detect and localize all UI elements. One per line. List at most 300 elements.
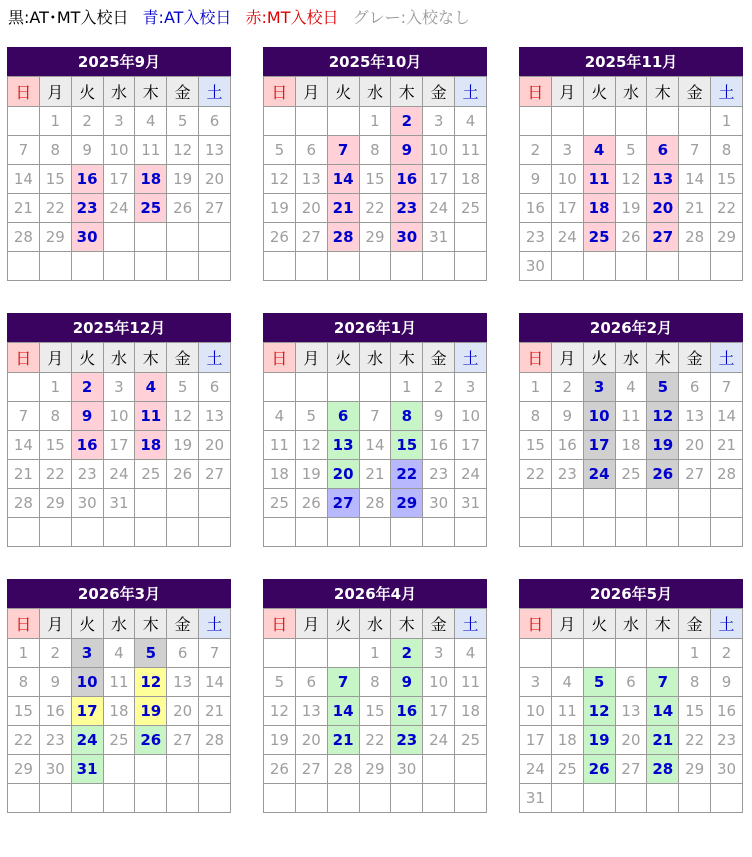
- weekday-header: 金: [167, 77, 199, 107]
- calendar-month: [263, 47, 487, 281]
- empty-cell: [8, 518, 40, 547]
- weekday-header: 水: [359, 343, 391, 373]
- day-cell: 14: [359, 431, 391, 460]
- day-cell: 24: [103, 460, 135, 489]
- empty-cell: [199, 518, 231, 547]
- day-cell: 4: [264, 402, 296, 431]
- day-cell: 13: [199, 402, 231, 431]
- day-cell: 21: [8, 194, 40, 223]
- weekday-header: 水: [103, 609, 135, 639]
- empty-cell: [615, 489, 647, 518]
- week-row: [8, 252, 231, 281]
- day-cell: 23: [551, 460, 583, 489]
- day-cell: 27: [295, 755, 327, 784]
- week-row: [8, 223, 231, 252]
- day-cell: 9: [551, 402, 583, 431]
- month-title: 2026年5月: [519, 579, 743, 608]
- enrollment-day: 7: [327, 136, 359, 165]
- day-cell: 15: [520, 431, 552, 460]
- empty-cell: [615, 252, 647, 281]
- weekday-header: 月: [39, 609, 71, 639]
- empty-cell: [103, 252, 135, 281]
- empty-cell: [295, 639, 327, 668]
- enrollment-day: 12: [647, 402, 679, 431]
- enrollment-day: 28: [327, 223, 359, 252]
- day-cell: 22: [711, 194, 743, 223]
- day-cell: 4: [551, 668, 583, 697]
- day-cell: 24: [423, 726, 455, 755]
- weekday-header: 火: [583, 343, 615, 373]
- week-row: [520, 107, 743, 136]
- calendar-grid: [519, 608, 743, 813]
- enrollment-day: 11: [583, 165, 615, 194]
- day-cell: 2: [39, 639, 71, 668]
- week-row: [8, 726, 231, 755]
- enrollment-day: 24: [71, 726, 103, 755]
- legend-gray: グレー:入校なし: [352, 8, 470, 27]
- weekday-header: 木: [391, 609, 423, 639]
- day-cell: 8: [359, 668, 391, 697]
- week-row: [520, 784, 743, 813]
- weekday-header: 金: [167, 609, 199, 639]
- day-cell: 11: [455, 668, 487, 697]
- empty-cell: [135, 518, 167, 547]
- legend: [8, 7, 479, 29]
- weekday-header: 木: [391, 77, 423, 107]
- day-cell: 19: [264, 194, 296, 223]
- day-cell: 10: [103, 402, 135, 431]
- empty-cell: [264, 784, 296, 813]
- day-cell: 12: [167, 402, 199, 431]
- day-cell: 26: [167, 460, 199, 489]
- day-cell: 17: [103, 165, 135, 194]
- month-title: 2025年11月: [519, 47, 743, 76]
- empty-cell: [423, 518, 455, 547]
- day-cell: 23: [711, 726, 743, 755]
- empty-cell: [455, 784, 487, 813]
- enrollment-day: 29: [391, 489, 423, 518]
- empty-cell: [647, 518, 679, 547]
- day-cell: 8: [39, 402, 71, 431]
- day-cell: 15: [39, 165, 71, 194]
- day-cell: 26: [295, 489, 327, 518]
- day-cell: 7: [199, 639, 231, 668]
- empty-cell: [583, 518, 615, 547]
- day-cell: 8: [8, 668, 40, 697]
- day-cell: 12: [615, 165, 647, 194]
- calendar-month: [519, 579, 743, 813]
- week-row: [520, 402, 743, 431]
- week-row: [520, 668, 743, 697]
- calendar-grid: [263, 342, 487, 547]
- day-cell: 25: [135, 460, 167, 489]
- empty-cell: [615, 784, 647, 813]
- week-row: [264, 107, 487, 136]
- day-cell: 13: [295, 165, 327, 194]
- empty-cell: [199, 755, 231, 784]
- day-cell: 7: [8, 136, 40, 165]
- day-cell: 24: [520, 755, 552, 784]
- week-row: [264, 460, 487, 489]
- day-cell: 16: [520, 194, 552, 223]
- day-cell: 20: [679, 431, 711, 460]
- empty-cell: [391, 518, 423, 547]
- enrollment-day: 2: [71, 373, 103, 402]
- empty-cell: [199, 784, 231, 813]
- calendar-month: [7, 579, 231, 813]
- enrollment-day: 2: [391, 107, 423, 136]
- weekday-header: 土: [199, 609, 231, 639]
- weekday-header: 火: [327, 77, 359, 107]
- empty-cell: [359, 784, 391, 813]
- weekday-header: 水: [359, 77, 391, 107]
- empty-cell: [679, 489, 711, 518]
- day-cell: 6: [295, 136, 327, 165]
- day-cell: 1: [8, 639, 40, 668]
- enrollment-day: 30: [71, 223, 103, 252]
- day-cell: 15: [679, 697, 711, 726]
- day-cell: 19: [167, 165, 199, 194]
- day-cell: 10: [423, 136, 455, 165]
- enrollment-day: 4: [135, 373, 167, 402]
- enrollment-day: 19: [135, 697, 167, 726]
- enrollment-day: 19: [583, 726, 615, 755]
- day-cell: 15: [39, 431, 71, 460]
- week-row: [264, 784, 487, 813]
- calendar-grid: [263, 608, 487, 813]
- empty-cell: [551, 639, 583, 668]
- week-row: [8, 460, 231, 489]
- day-cell: 17: [103, 431, 135, 460]
- week-row: [520, 373, 743, 402]
- day-cell: 26: [167, 194, 199, 223]
- empty-cell: [583, 107, 615, 136]
- weekday-header: 金: [679, 77, 711, 107]
- weekday-header: 土: [711, 343, 743, 373]
- empty-cell: [8, 373, 40, 402]
- enrollment-day: 5: [583, 668, 615, 697]
- day-cell: 9: [711, 668, 743, 697]
- empty-cell: [615, 639, 647, 668]
- day-cell: 29: [39, 223, 71, 252]
- enrollment-day: 18: [135, 165, 167, 194]
- weekday-header: 火: [71, 343, 103, 373]
- weekday-header: 日: [8, 609, 40, 639]
- empty-cell: [583, 252, 615, 281]
- empty-cell: [327, 784, 359, 813]
- day-cell: 20: [295, 726, 327, 755]
- week-row: [8, 784, 231, 813]
- day-cell: 27: [167, 726, 199, 755]
- weekday-header: 火: [327, 609, 359, 639]
- weekday-header: 土: [455, 609, 487, 639]
- week-row: [264, 223, 487, 252]
- week-row: [264, 726, 487, 755]
- empty-cell: [583, 489, 615, 518]
- day-cell: 20: [295, 194, 327, 223]
- enrollment-day: 2: [391, 639, 423, 668]
- day-cell: 28: [679, 223, 711, 252]
- enrollment-day: 21: [647, 726, 679, 755]
- empty-cell: [327, 252, 359, 281]
- day-cell: 16: [711, 697, 743, 726]
- week-row: [520, 252, 743, 281]
- day-cell: 3: [551, 136, 583, 165]
- day-cell: 20: [615, 726, 647, 755]
- empty-cell: [455, 755, 487, 784]
- day-cell: 10: [551, 165, 583, 194]
- empty-cell: [647, 107, 679, 136]
- day-cell: 5: [295, 402, 327, 431]
- calendar-grid: [7, 76, 231, 281]
- empty-cell: [679, 252, 711, 281]
- enrollment-day: 12: [135, 668, 167, 697]
- day-cell: 9: [39, 668, 71, 697]
- weekday-header: 金: [423, 343, 455, 373]
- empty-cell: [551, 107, 583, 136]
- weekday-header: 日: [520, 609, 552, 639]
- week-row: [520, 755, 743, 784]
- day-cell: 3: [520, 668, 552, 697]
- day-cell: 13: [295, 697, 327, 726]
- day-cell: 15: [8, 697, 40, 726]
- weekday-header: 木: [647, 77, 679, 107]
- day-cell: 15: [711, 165, 743, 194]
- empty-cell: [551, 784, 583, 813]
- day-cell: 31: [455, 489, 487, 518]
- day-cell: 12: [264, 697, 296, 726]
- day-cell: 20: [167, 697, 199, 726]
- day-cell: 31: [520, 784, 552, 813]
- empty-cell: [264, 373, 296, 402]
- day-cell: 1: [520, 373, 552, 402]
- week-row: [264, 431, 487, 460]
- day-cell: 18: [103, 697, 135, 726]
- week-row: [264, 165, 487, 194]
- calendar-month: [263, 313, 487, 547]
- weekday-header: 金: [423, 609, 455, 639]
- week-row: [520, 431, 743, 460]
- empty-cell: [423, 784, 455, 813]
- enrollment-day: 26: [583, 755, 615, 784]
- empty-cell: [39, 518, 71, 547]
- day-cell: 6: [167, 639, 199, 668]
- weekday-header: 金: [167, 343, 199, 373]
- day-cell: 27: [295, 223, 327, 252]
- empty-cell: [167, 518, 199, 547]
- day-cell: 21: [199, 697, 231, 726]
- enrollment-day: 16: [71, 431, 103, 460]
- month-title: 2025年10月: [263, 47, 487, 76]
- empty-cell: [327, 639, 359, 668]
- enrollment-day: 9: [71, 402, 103, 431]
- day-cell: 18: [615, 431, 647, 460]
- day-cell: 28: [8, 489, 40, 518]
- empty-cell: [295, 784, 327, 813]
- enrollment-day: 14: [327, 165, 359, 194]
- day-cell: 11: [264, 431, 296, 460]
- week-row: [8, 136, 231, 165]
- day-cell: 11: [103, 668, 135, 697]
- day-cell: 1: [39, 107, 71, 136]
- calendar-month: [263, 579, 487, 813]
- day-cell: 10: [423, 668, 455, 697]
- weekday-header: 月: [39, 77, 71, 107]
- weekday-header: 土: [455, 343, 487, 373]
- day-cell: 28: [199, 726, 231, 755]
- day-cell: 29: [359, 223, 391, 252]
- empty-cell: [679, 107, 711, 136]
- enrollment-day: 15: [391, 431, 423, 460]
- empty-cell: [135, 784, 167, 813]
- day-cell: 4: [455, 107, 487, 136]
- empty-cell: [455, 252, 487, 281]
- empty-cell: [135, 223, 167, 252]
- calendar-grid: [263, 76, 487, 281]
- day-cell: 6: [199, 107, 231, 136]
- day-cell: 14: [679, 165, 711, 194]
- legend-black: 黒:AT･MT入校日: [8, 8, 129, 27]
- empty-cell: [103, 518, 135, 547]
- week-row: [520, 726, 743, 755]
- weekday-header: 月: [551, 609, 583, 639]
- day-cell: 18: [455, 697, 487, 726]
- week-row: [8, 755, 231, 784]
- day-cell: 20: [199, 165, 231, 194]
- weekday-header: 月: [39, 343, 71, 373]
- enrollment-day: 17: [71, 697, 103, 726]
- day-cell: 12: [264, 165, 296, 194]
- weekday-header: 金: [679, 609, 711, 639]
- week-row: [8, 697, 231, 726]
- enrollment-day: 20: [327, 460, 359, 489]
- weekday-header: 木: [647, 609, 679, 639]
- day-cell: 9: [71, 136, 103, 165]
- empty-cell: [551, 489, 583, 518]
- empty-cell: [8, 784, 40, 813]
- day-cell: 6: [615, 668, 647, 697]
- day-cell: 2: [71, 107, 103, 136]
- day-cell: 30: [520, 252, 552, 281]
- day-cell: 30: [711, 755, 743, 784]
- day-cell: 2: [520, 136, 552, 165]
- week-row: [520, 489, 743, 518]
- month-title: 2026年1月: [263, 313, 487, 342]
- empty-cell: [647, 784, 679, 813]
- weekday-header: 土: [455, 77, 487, 107]
- empty-cell: [711, 784, 743, 813]
- enrollment-day: 12: [583, 697, 615, 726]
- empty-cell: [711, 252, 743, 281]
- week-row: [8, 107, 231, 136]
- empty-cell: [71, 784, 103, 813]
- empty-cell: [520, 489, 552, 518]
- enrollment-day: 10: [71, 668, 103, 697]
- day-cell: 15: [359, 165, 391, 194]
- day-cell: 1: [359, 107, 391, 136]
- day-cell: 6: [295, 668, 327, 697]
- day-cell: 29: [679, 755, 711, 784]
- enrollment-day: 13: [327, 431, 359, 460]
- enrollment-day: 25: [583, 223, 615, 252]
- day-cell: 25: [264, 489, 296, 518]
- day-cell: 21: [8, 460, 40, 489]
- calendar-month: [519, 313, 743, 547]
- day-cell: 3: [455, 373, 487, 402]
- week-row: [8, 431, 231, 460]
- month-title: 2025年9月: [7, 47, 231, 76]
- day-cell: 25: [455, 194, 487, 223]
- enrollment-day: 6: [647, 136, 679, 165]
- enrollment-day: 30: [391, 223, 423, 252]
- empty-cell: [455, 518, 487, 547]
- day-cell: 29: [359, 755, 391, 784]
- weekday-header: 火: [327, 343, 359, 373]
- day-cell: 26: [615, 223, 647, 252]
- weekday-header: 月: [551, 77, 583, 107]
- enrollment-day: 16: [391, 697, 423, 726]
- enrollment-day: 4: [583, 136, 615, 165]
- empty-cell: [167, 223, 199, 252]
- day-cell: 12: [167, 136, 199, 165]
- enrollment-day: 20: [647, 194, 679, 223]
- empty-cell: [167, 252, 199, 281]
- day-cell: 13: [167, 668, 199, 697]
- day-cell: 22: [520, 460, 552, 489]
- enrollment-day: 27: [647, 223, 679, 252]
- weekday-header: 金: [679, 343, 711, 373]
- day-cell: 7: [8, 402, 40, 431]
- enrollment-day: 23: [391, 726, 423, 755]
- empty-cell: [647, 489, 679, 518]
- day-cell: 3: [423, 107, 455, 136]
- week-row: [264, 489, 487, 518]
- empty-cell: [199, 223, 231, 252]
- day-cell: 4: [135, 107, 167, 136]
- weekday-header: 日: [264, 343, 296, 373]
- day-cell: 31: [103, 489, 135, 518]
- day-cell: 11: [615, 402, 647, 431]
- week-row: [520, 194, 743, 223]
- empty-cell: [135, 489, 167, 518]
- enrollment-day: 21: [327, 194, 359, 223]
- week-row: [520, 136, 743, 165]
- empty-cell: [583, 639, 615, 668]
- enrollment-day: 16: [71, 165, 103, 194]
- weekday-header: 水: [615, 343, 647, 373]
- empty-cell: [327, 107, 359, 136]
- day-cell: 20: [199, 431, 231, 460]
- week-row: [264, 136, 487, 165]
- empty-cell: [391, 252, 423, 281]
- enrollment-day: 21: [327, 726, 359, 755]
- week-row: [520, 460, 743, 489]
- day-cell: 8: [520, 402, 552, 431]
- day-cell: 23: [520, 223, 552, 252]
- empty-cell: [135, 252, 167, 281]
- day-cell: 25: [103, 726, 135, 755]
- day-cell: 19: [167, 431, 199, 460]
- day-cell: 21: [359, 460, 391, 489]
- weekday-header: 土: [711, 609, 743, 639]
- day-cell: 9: [520, 165, 552, 194]
- month-title: 2026年4月: [263, 579, 487, 608]
- day-cell: 14: [711, 402, 743, 431]
- enrollment-day: 26: [647, 460, 679, 489]
- empty-cell: [39, 252, 71, 281]
- day-cell: 8: [39, 136, 71, 165]
- week-row: [264, 518, 487, 547]
